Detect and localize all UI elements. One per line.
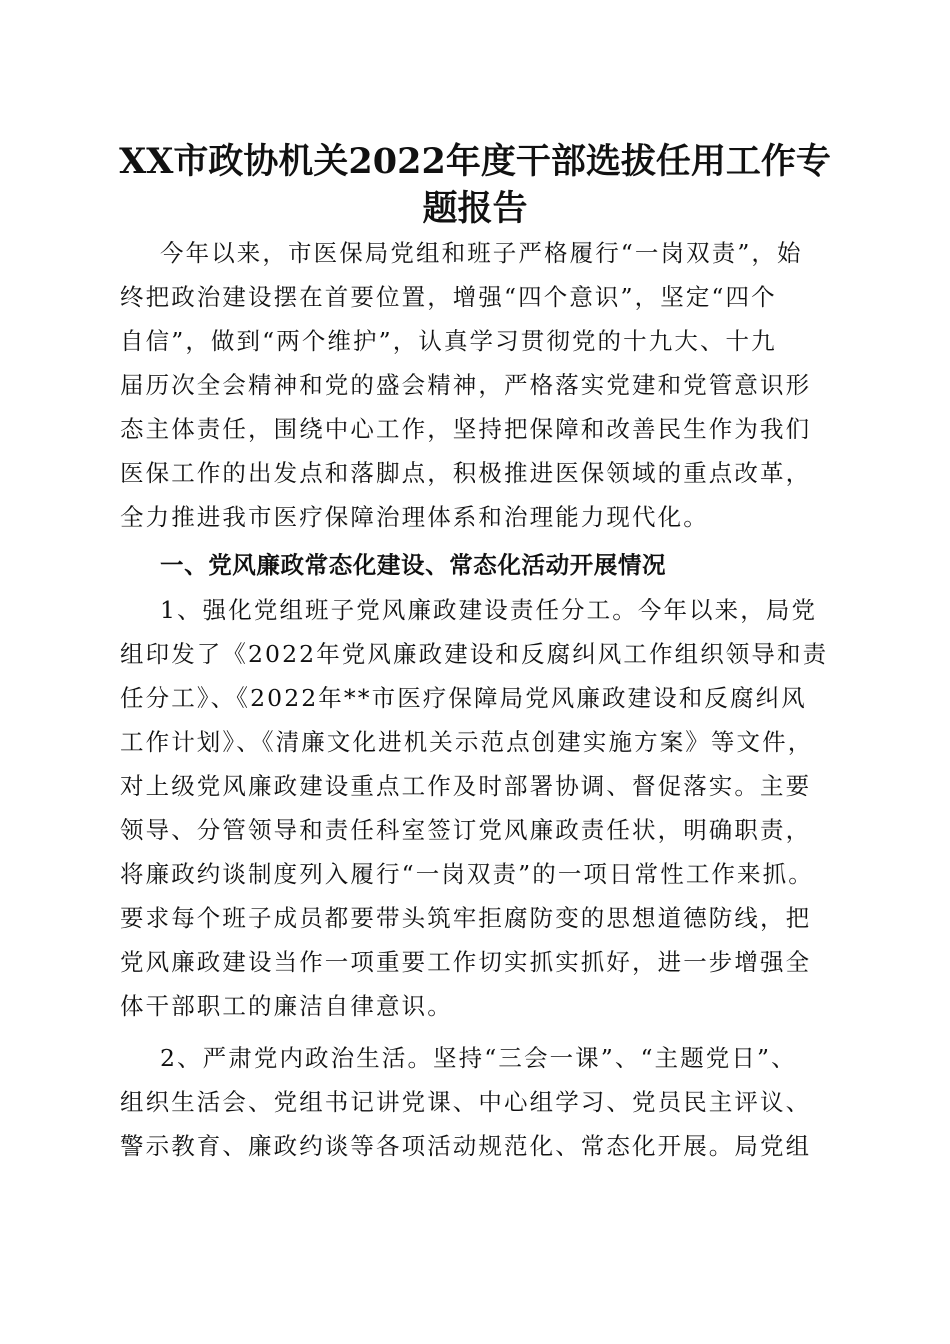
section-heading: 一、党风廉政常态化建设、常态化活动开展情况 <box>160 551 667 579</box>
item1-line-1: 1、强化党组班子党风廉政建设责任分工。今年以来，局党 <box>160 596 818 624</box>
item1-line-9: 党风廉政建设当作一项重要工作切实抓实抓好，进一步增强全 <box>120 948 812 976</box>
document-title-line-1: XX市政协机关2022年度干部选拔任用工作专 <box>119 141 831 182</box>
document-title-line-2: 题报告 <box>422 188 528 229</box>
item1-line-2: 组印发了《2022年党风廉政建设和反腐纠风工作组织领导和责 <box>120 640 829 668</box>
intro-line-4: 届历次全会精神和党的盛会精神，严格落实党建和党管意识形 <box>120 371 812 399</box>
intro-line-1: 今年以来，市医保局党组和班子严格履行“一岗双责”，始 <box>160 239 803 267</box>
item1-line-10: 体干部职工的廉洁自律意识。 <box>120 992 453 1020</box>
item2-line-3: 警示教育、廉政约谈等各项活动规范化、常态化开展。局党组 <box>120 1132 812 1160</box>
item2-line-1: 2、严肃党内政治生活。坚持“三会一课”、“主题党日”、 <box>160 1044 797 1072</box>
intro-line-7: 全力推进我市医疗保障治理体系和治理能力现代化。 <box>120 503 709 531</box>
item1-line-4: 工作计划》、《清廉文化进机关示范点创建实施方案》等文件， <box>120 728 814 756</box>
item1-line-3: 任分工》、《2022年**市医疗保障局党风廉政建设和反腐纠风 <box>120 684 807 712</box>
intro-line-2: 终把政治建设摆在首要位置，增强“四个意识”，坚定“四个 <box>120 283 777 311</box>
item1-line-5: 对上级党风廉政建设重点工作及时部署协调、督促落实。主要 <box>120 772 812 800</box>
item1-line-7: 将廉政约谈制度列入履行“一岗双责”的一项日常性工作来抓。 <box>120 860 814 888</box>
item1-line-6: 领导、分管领导和责任科室签订党风廉政责任状，明确职责， <box>120 816 812 844</box>
item1-line-8: 要求每个班子成员都要带头筑牢拒腐防变的思想道德防线，把 <box>120 904 812 932</box>
intro-line-3: 自信”，做到“两个维护”，认真学习贯彻党的十九大、十九 <box>120 327 777 355</box>
intro-line-5: 态主体责任，围绕中心工作，坚持把保障和改善民生作为我们 <box>120 415 812 443</box>
intro-line-6: 医保工作的出发点和落脚点，积极推进医保领域的重点改革， <box>120 459 812 487</box>
item2-line-2: 组织生活会、党组书记讲党课、中心组学习、党员民主评议、 <box>120 1088 812 1116</box>
